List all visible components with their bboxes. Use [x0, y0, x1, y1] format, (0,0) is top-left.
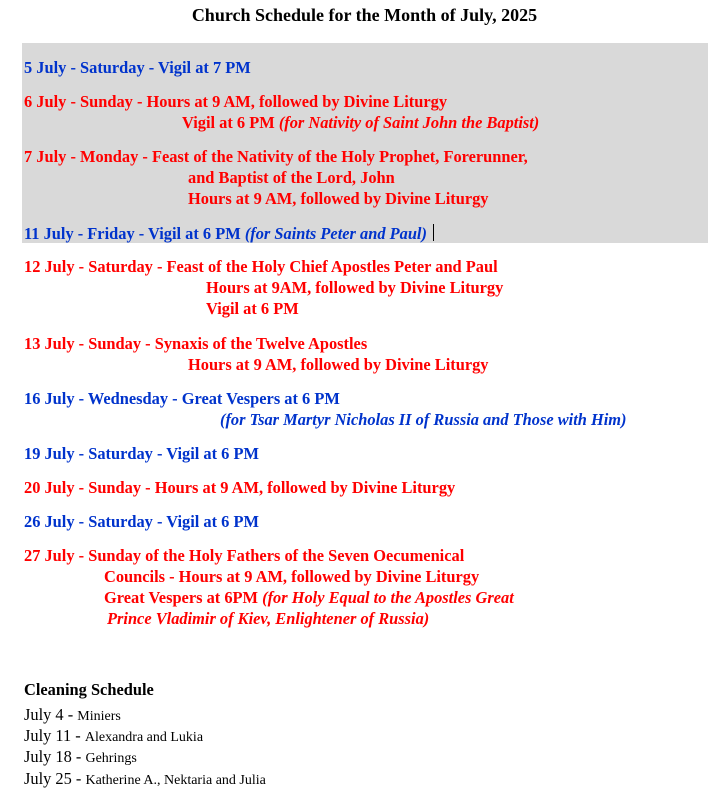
event-27-july-vespers: Great Vespers at 6PM	[104, 588, 263, 607]
cleaning-names: Miniers	[77, 709, 121, 724]
event-5-july: 5 July - Saturday - Vigil at 7 PM	[24, 58, 251, 77]
cleaning-heading: Cleaning Schedule	[24, 680, 154, 699]
event-6-july-line2	[182, 112, 539, 133]
cleaning-item	[24, 769, 266, 789]
event-11-july	[24, 223, 434, 244]
event-19-july: 19 July - Saturday - Vigil at 6 PM	[24, 444, 259, 463]
event-6-july: 6 July - Sunday - Hours at 9 AM, followed by Divine Liturgy	[24, 92, 448, 111]
event-27-july: 27 July - Sunday of the Holy Fathers of the Seven Oecumenical	[24, 546, 465, 565]
event-26-july: 26 July - Saturday - Vigil at 6 PM	[24, 512, 259, 531]
event-12-july: 12 July - Saturday - Feast of the Holy Chief Apostles Peter and Paul	[24, 257, 498, 276]
event-7-july: 7 July - Monday - Feast of the Nativity of the Holy Prophet, Forerunner,	[24, 147, 528, 166]
cleaning-date: July 25 -	[24, 769, 86, 788]
cleaning-names: Gehrings	[85, 751, 137, 766]
event-7-july-line2: and Baptist of the Lord, John	[188, 168, 395, 187]
event-20-july: 20 July - Sunday - Hours at 9 AM, followed by Divine Liturgy	[24, 478, 456, 497]
cleaning-date: July 4 -	[24, 705, 78, 724]
page-title: Church Schedule for the Month of July, 2025	[191, 5, 538, 25]
event-27-july-note-cont: Prince Vladimir of Kiev, Enlightener of Russia)	[107, 609, 430, 628]
event-11-july-note: (for Saints Peter and Paul)	[244, 224, 427, 243]
event-16-july: 16 July - Wednesday - Great Vespers at 6 PM	[24, 389, 340, 408]
event-7-july-line3: Hours at 9 AM, followed by Divine Liturgy	[188, 189, 489, 208]
event-13-july: 13 July - Sunday - Synaxis of the Twelve Apostles	[24, 334, 368, 353]
event-11-july-main: 11 July - Friday - Vigil at 6 PM	[24, 224, 245, 243]
event-6-july-vigil: Vigil at 6 PM	[182, 113, 279, 132]
text-cursor	[433, 224, 434, 241]
event-12-july-line3: Vigil at 6 PM	[206, 299, 299, 318]
event-13-july-line2: Hours at 9 AM, followed by Divine Liturgy	[188, 355, 489, 374]
event-27-july-line2: Councils - Hours at 9 AM, followed by Divine Liturgy	[104, 567, 480, 586]
event-6-july-note: (for Nativity of Saint John the Baptist)	[278, 113, 540, 132]
cleaning-item	[24, 705, 121, 725]
cleaning-date: July 11 -	[24, 726, 85, 745]
cleaning-names: Katherine A., Nektaria and Julia	[85, 773, 266, 788]
event-16-july-note: (for Tsar Martyr Nicholas II of Russia and Those with Him)	[220, 410, 627, 429]
cleaning-item	[24, 726, 203, 746]
cleaning-date: July 18 -	[24, 747, 86, 766]
event-12-july-line2: Hours at 9AM, followed by Divine Liturgy	[206, 278, 504, 297]
cleaning-item	[24, 747, 137, 767]
event-27-july-line3	[104, 587, 514, 608]
event-27-july-note: (for Holy Equal to the Apostles Great	[262, 588, 514, 607]
cleaning-names: Alexandra and Lukia	[84, 730, 204, 745]
